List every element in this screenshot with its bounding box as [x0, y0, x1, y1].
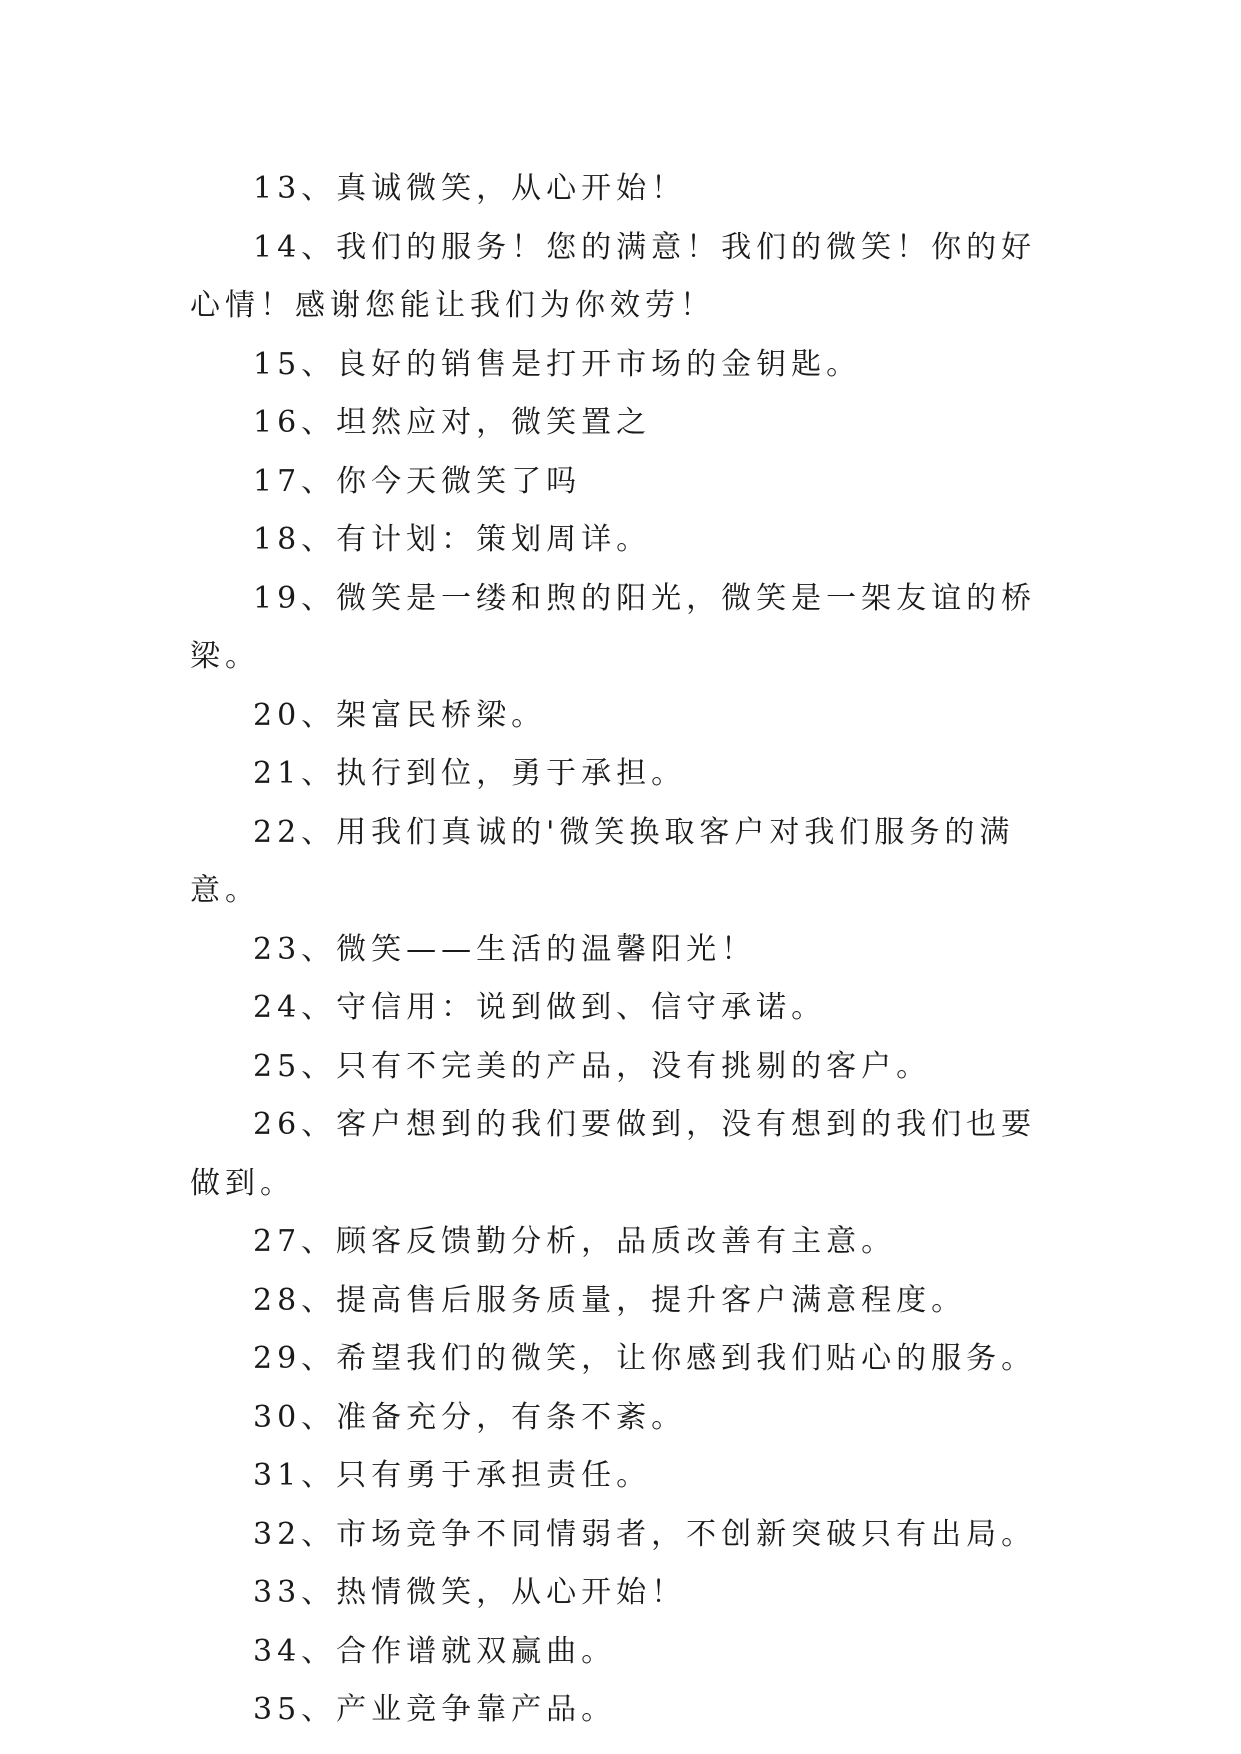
paragraph: 19、微笑是一缕和煦的阳光，微笑是一架友谊的桥梁。: [190, 580, 1037, 674]
paragraph: 23、微笑——生活的温馨阳光！: [253, 931, 757, 967]
paragraph: 17、你今天微笑了吗: [253, 463, 582, 499]
paragraph: 34、合作谱就双赢曲。: [253, 1633, 617, 1669]
paragraph: 26、客户想到的我们要做到，没有想到的我们也要做到。: [190, 1107, 1037, 1201]
paragraph: 28、提高售后服务质量，提升客户满意程度。: [253, 1282, 967, 1318]
paragraph: 32、市场竞争不同情弱者，不创新突破只有出局。: [253, 1516, 1037, 1552]
paragraph: 20、架富民桥梁。: [253, 697, 547, 733]
paragraph: 31、只有勇于承担责任。: [253, 1458, 652, 1493]
paragraph: 27、顾客反馈勤分析，品质改善有主意。: [253, 1224, 897, 1259]
paragraph: 30、准备充分，有条不紊。: [253, 1399, 687, 1435]
slogan-list: [190, 160, 1070, 1740]
paragraph: 35、产业竞争靠产品。: [253, 1692, 617, 1727]
paragraph: 13、真诚微笑，从心开始！: [253, 171, 687, 206]
paragraph: 16、坦然应对，微笑置之: [253, 405, 652, 440]
paragraph: 24、守信用：说到做到、信守承诺。: [253, 990, 827, 1025]
paragraph: 15、良好的销售是打开市场的金钥匙。: [253, 346, 862, 382]
paragraph: 14、我们的服务！您的满意！我们的微笑！你的好心情！感谢您能让我们为你效劳！: [190, 229, 1037, 323]
paragraph: 25、只有不完美的产品，没有挑剔的客户。: [253, 1048, 932, 1084]
paragraph: 22、用我们真诚的'微笑换取客户对我们服务的满意。: [190, 814, 1015, 908]
paragraph: 21、执行到位，勇于承担。: [253, 756, 687, 791]
paragraph: 18、有计划：策划周详。: [253, 522, 652, 557]
paragraph: 29、希望我们的微笑，让你感到我们贴心的服务。: [253, 1341, 1037, 1376]
paragraph: 33、热情微笑，从心开始！: [253, 1575, 687, 1610]
